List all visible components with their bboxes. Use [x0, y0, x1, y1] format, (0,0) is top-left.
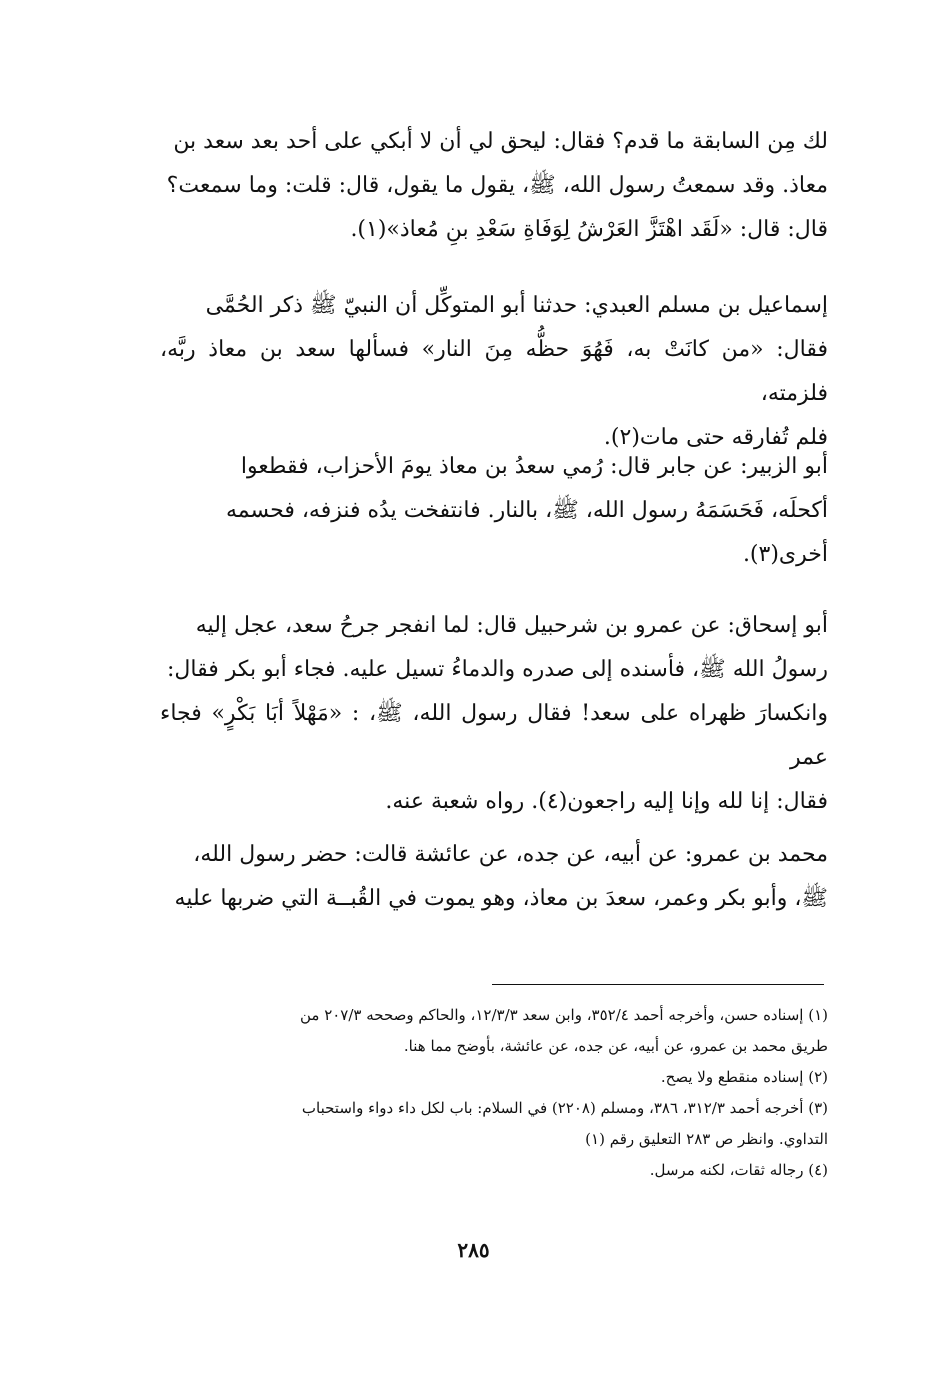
footnote-divider — [492, 984, 824, 985]
paragraph-line: ﷺ، وأبو بكر وعمر، سعدَ بن معاذ، وهو يموت في القُبــة التي ضربها عليه — [174, 886, 828, 911]
paragraph-4 — [160, 604, 828, 824]
paragraph-line: فلم تُفارقه حتى مات(٢). — [603, 425, 828, 450]
paragraph-line: أبو إسحاق: عن عمرو بن شرحبيل قال: لما انفجر جرحُ سعد، عجل إليه — [195, 613, 828, 638]
footnotes — [160, 1000, 828, 1186]
footnote-line: (١) إسناده حسن، وأخرجه أحمد ٣٥٢/٤، وابن سعد ١٢/٣/٣، والحاكم وصححه ٢٠٧/٣ من — [299, 1006, 828, 1024]
footnote-line: (٤) رجاله ثقات، لكنه مرسل. — [649, 1161, 828, 1179]
paragraph-line: فقال: «من كانَتْ به، فَهُوَ حظُّه مِنَ النار» فسألها سعد بن معاذ ربَّه، فلزمته، — [160, 337, 828, 406]
paragraph-line: أبو الزبير: عن جابر قال: رُمي سعدُ بن معاذ يومَ الأحزاب، فقطعوا — [240, 454, 828, 479]
paragraph-line: وانكسارَ ظهراه على سعد! فقال رسول الله، ﷺ، : «مَهْلاً أبَا بَكْرٍ» فجاء عمر — [160, 701, 828, 770]
footnote-line: طريق محمد بن عمرو، عن أبيه، عن جده، عن عائشة، بأوضح مما هنا. — [403, 1037, 828, 1055]
paragraph-1 — [160, 120, 828, 252]
paragraph-line: لك مِن السابقة ما قدم؟ فقال: ليحق لي أن لا أبكي على أحد بعد سعد بن — [173, 129, 828, 154]
paragraph-line: محمد بن عمرو: عن أبيه، عن جده، عن عائشة قالت: حضر رسول الله، — [193, 842, 828, 867]
footnote-line: (٢) إسناده منقطع ولا يصح. — [660, 1068, 828, 1086]
paragraph-line: أخرى(٣). — [742, 542, 828, 567]
paragraph-2 — [160, 284, 828, 460]
footnote-line: التداوي. وانظر ص ٢٨٣ التعليق رقم (١) — [585, 1130, 828, 1148]
paragraph-line: فقال: إنا لله وإنا إليه راجعون(٤). رواه شعبة عنه. — [385, 789, 828, 814]
paragraph-5 — [160, 833, 828, 921]
paragraph-line: إسماعيل بن مسلم العبدي: حدثنا أبو المتوكِّل أن النبيّ ﷺ ذكر الحُمَّى — [205, 293, 828, 318]
paragraph-line: أكحلَه، فَحَسَمَهُ رسول الله، ﷺ، بالنار. فانتفخت يدُه فنزفه، فحسمه — [225, 498, 828, 523]
paragraph-line: معاذ. وقد سمعتُ رسول الله، ﷺ، يقول ما يقول، قال: قلت: وما سمعت؟ — [166, 173, 828, 198]
page-number: ٢٨٥ — [457, 1238, 490, 1262]
paragraph-3 — [160, 445, 828, 577]
footnote-line: (٣) أخرجه أحمد ٣١٢/٣، ٣٨٦، ومسلم (٢٢٠٨) في السلام: باب لكل داء دواء واستحباب — [301, 1099, 828, 1117]
paragraph-line: رسولُ الله ﷺ، فأسنده إلى صدره والدماءُ تسيل عليه. فجاء أبو بكر فقال: — [166, 657, 828, 682]
paragraph-line: قال: قال: «لَقَد اهْتَزَّ العَرْشُ لِوَفَاةِ سَعْدِ بنِ مُعاذ»(١). — [350, 217, 828, 242]
